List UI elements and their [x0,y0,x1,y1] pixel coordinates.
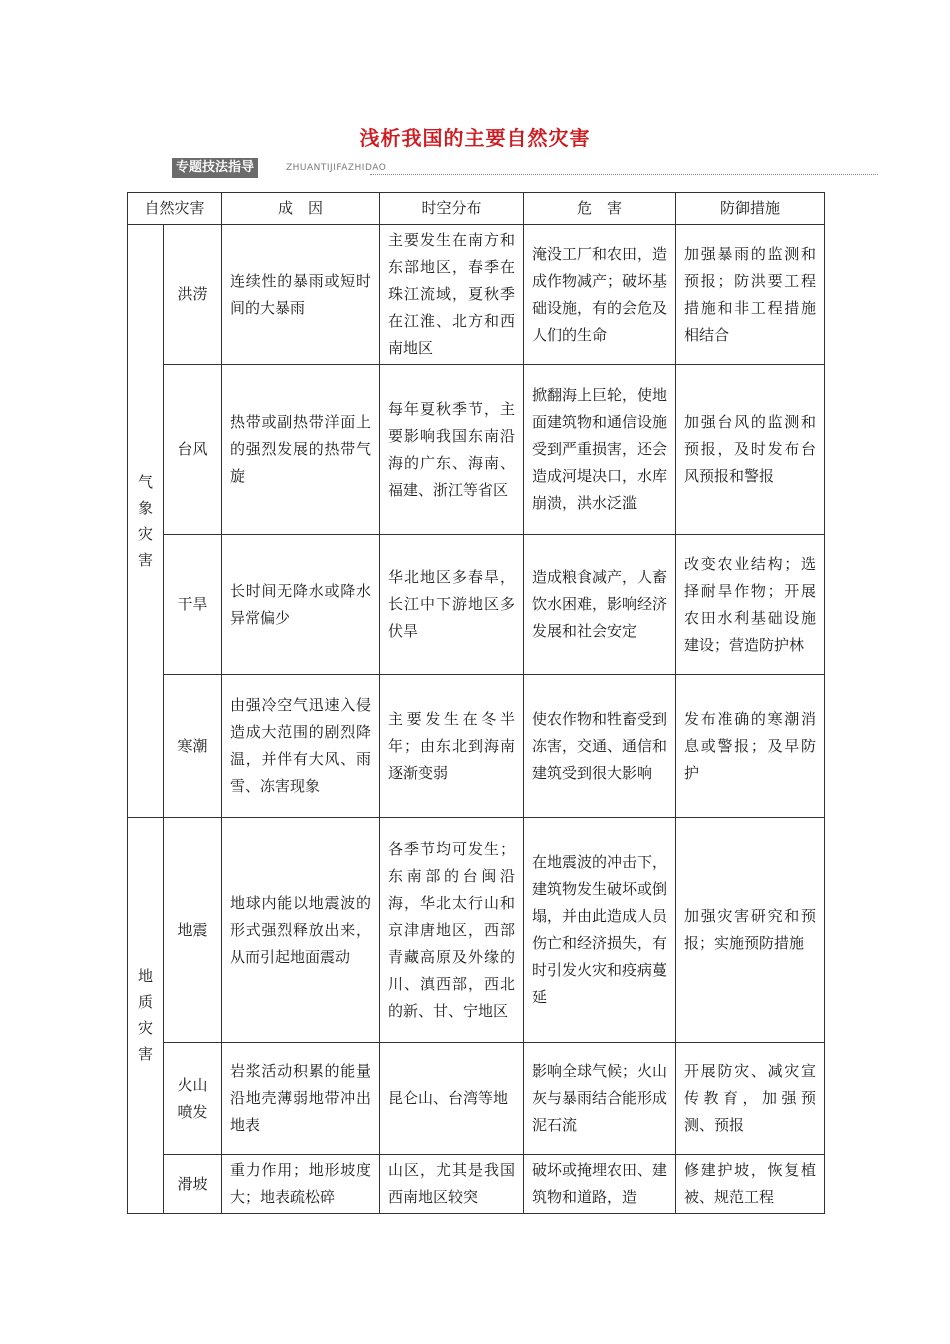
table-row [128,675,825,818]
distribution-cell: 各季节均可发生；东南部的台闽沿海，华北太行山和京津唐地区，西部青藏高原及外缘的川、滇西部，西北的新、甘、宁地区 [380,818,524,1043]
group-cell [128,225,164,818]
header-cell: 危 害 [524,193,676,225]
defense-cell: 发布准确的寒潮消息或警报；及早防护 [676,675,825,818]
harm-cell: 在地震波的冲击下，建筑物发生破坏或倒塌，并由此造成人员伤亡和经济损失，有时引发火灾和疫病蔓延 [524,818,676,1043]
category-cell: 地震 [164,818,222,1043]
table-row [128,365,825,535]
section-header [172,158,878,182]
category-cell: 寒潮 [164,675,222,818]
cause-cell: 重力作用；地形坡度大；地表疏松碎 [222,1155,380,1214]
cause-cell: 热带或副热带洋面上的强烈发展的热带气旋 [222,365,380,535]
harm-cell: 破坏或掩埋农田、建筑物和道路，造 [524,1155,676,1214]
distribution-cell: 山区，尤其是我国西南地区较突 [380,1155,524,1214]
table-row [128,1155,825,1214]
section-pinyin: ZHUANTIJIFAZHIDAO [286,163,387,173]
defense-cell: 加强灾害研究和预报；实施预防措施 [676,818,825,1043]
harm-cell: 造成粮食减产，人畜饮水困难，影响经济发展和社会安定 [524,535,676,675]
table-row [128,225,825,365]
group-cell [128,818,164,1214]
cause-cell: 岩浆活动积累的能量沿地壳薄弱地带冲出地表 [222,1043,380,1155]
distribution-cell: 每年夏秋季节，主要影响我国东南沿海的广东、海南、福建、浙江等省区 [380,365,524,535]
cause-cell: 由强冷空气迅速入侵造成大范围的剧烈降温，并伴有大风、雨雪、冻害现象 [222,675,380,818]
page-title: 浅析我国的主要自然灾害 [359,126,591,150]
category-cell: 火山喷发 [164,1043,222,1155]
distribution-cell: 主要发生在南方和东部地区，春季在珠江流域，夏秋季在江淮、北方和西南地区 [380,225,524,365]
group-label: 地质灾害 [137,967,153,1063]
dotted-divider [370,174,878,175]
category-cell: 洪涝 [164,225,222,365]
cause-cell: 长时间无降水或降水异常偏少 [222,535,380,675]
defense-cell: 改变农业结构；选择耐旱作物；开展农田水利基础设施建设；营造防护林 [676,535,825,675]
header-cell: 防御措施 [676,193,825,225]
table-row [128,535,825,675]
defense-cell: 修建护坡，恢复植被、规范工程 [676,1155,825,1214]
disaster-table [127,192,825,1214]
harm-cell: 使农作物和牲畜受到冻害，交通、通信和建筑受到很大影响 [524,675,676,818]
defense-cell: 加强暴雨的监测和预报；防洪要工程措施和非工程措施相结合 [676,225,825,365]
table-row [128,1043,825,1155]
cause-cell: 地球内能以地震波的形式强烈释放出来，从而引起地面震动 [222,818,380,1043]
header-cell: 时空分布 [380,193,524,225]
distribution-cell: 昆仑山、台湾等地 [380,1043,524,1155]
table-header-row [128,193,825,225]
defense-cell: 加强台风的监测和预报，及时发布台风预报和警报 [676,365,825,535]
harm-cell: 影响全球气候；火山灰与暴雨结合能形成泥石流 [524,1043,676,1155]
defense-cell: 开展防灾、减灾宣传教育，加强预测、预报 [676,1043,825,1155]
header-cell: 成 因 [222,193,380,225]
harm-cell: 掀翻海上巨轮，使地面建筑物和通信设施受到严重损害，还会造成河堤决口，水库崩溃，洪水泛滥 [524,365,676,535]
section-tag: 专题技法指导 [172,158,258,178]
distribution-cell: 主要发生在冬半年；由东北到海南逐渐变弱 [380,675,524,818]
category-cell: 干旱 [164,535,222,675]
table-row [128,818,825,1043]
cause-cell: 连续性的暴雨或短时间的大暴雨 [222,225,380,365]
group-label: 气象灾害 [137,472,153,569]
distribution-cell: 华北地区多春旱，长江中下游地区多伏旱 [380,535,524,675]
category-cell: 滑坡 [164,1155,222,1214]
header-cell: 自然灾害 [128,193,222,225]
category-cell: 台风 [164,365,222,535]
harm-cell: 淹没工厂和农田，造成作物减产；破坏基础设施，有的会危及人们的生命 [524,225,676,365]
